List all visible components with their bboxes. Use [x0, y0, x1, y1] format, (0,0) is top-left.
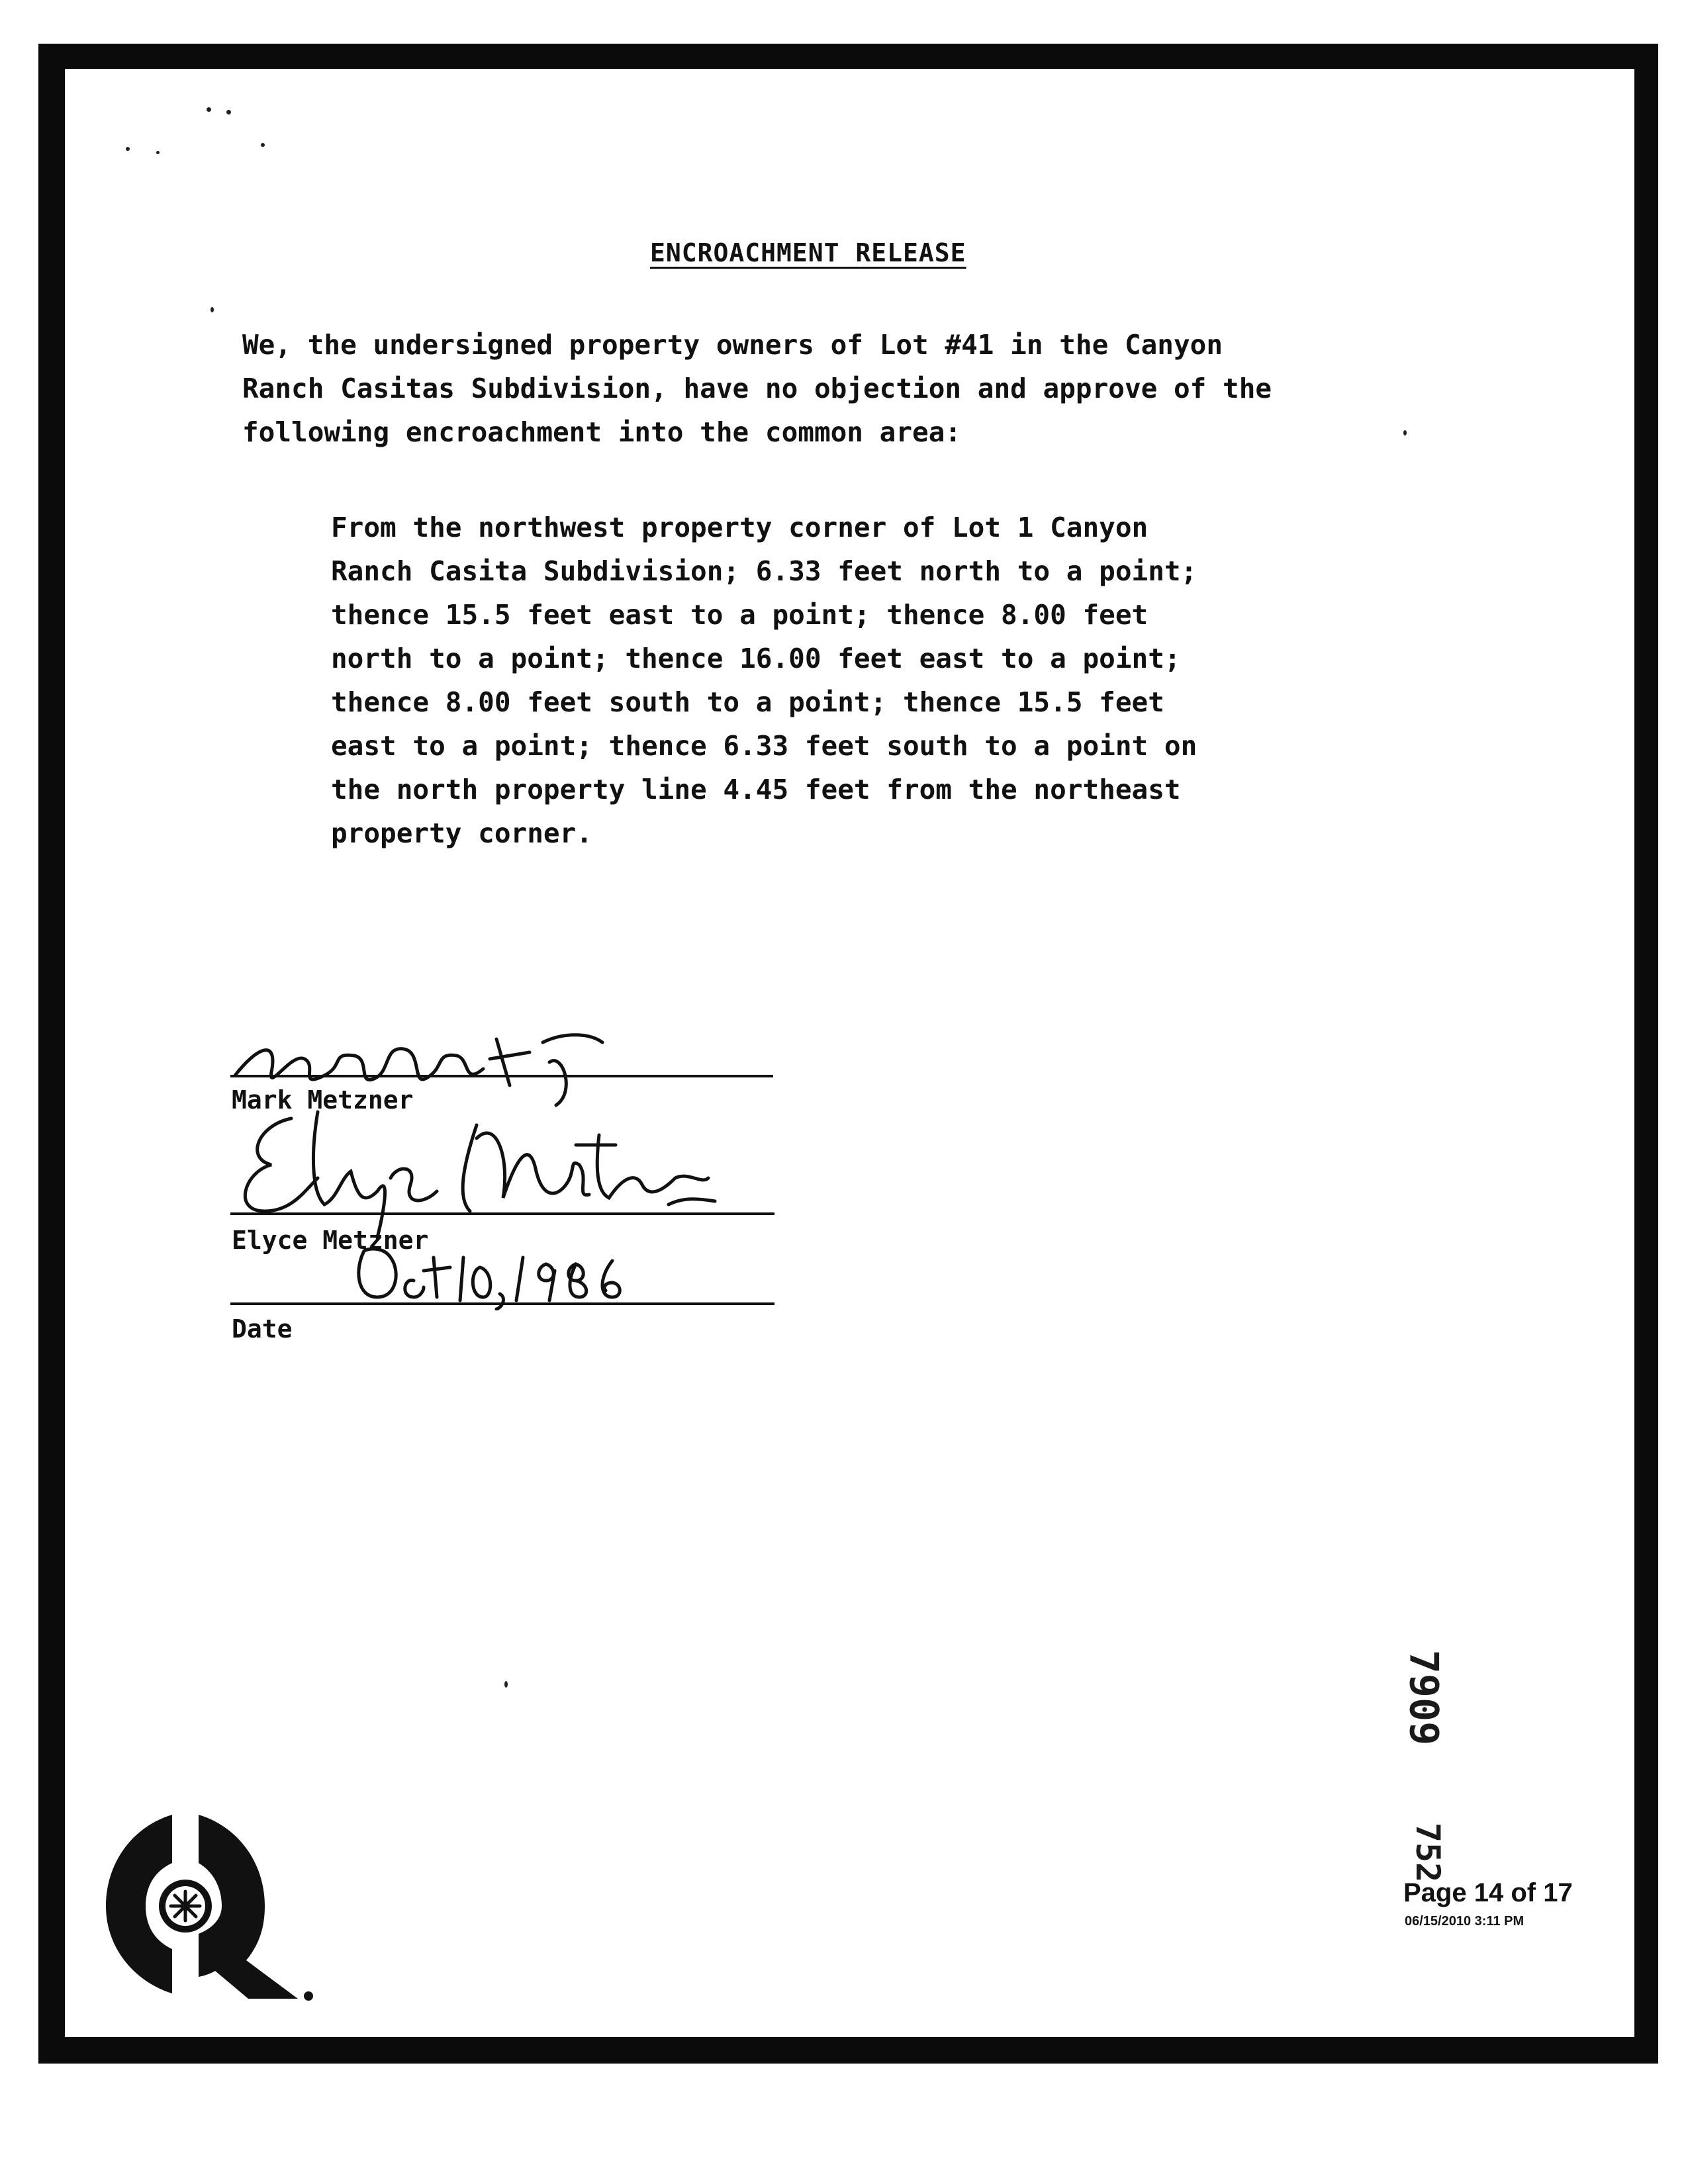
signature-line — [230, 1212, 774, 1215]
scan-speck — [226, 110, 231, 114]
date-line — [230, 1302, 774, 1305]
page-number: Page 14 of 17 — [1403, 1878, 1573, 1907]
description-line: east to a point; thence 6.33 feet south to a point on — [331, 730, 1197, 762]
intro-paragraph — [242, 323, 1421, 454]
intro-line: following encroachment into the common area: — [242, 416, 962, 448]
document-title: ENCROACHMENT RELEASE — [650, 238, 966, 267]
description-line: Ranch Casita Subdivision; 6.33 feet north to a point; — [331, 555, 1197, 587]
description-line: north to a point; thence 16.00 feet east to a point; — [331, 643, 1181, 674]
signature-line — [230, 1075, 773, 1077]
scan-speck — [126, 147, 130, 151]
scan-speck — [156, 151, 160, 154]
handwritten-date — [351, 1231, 662, 1310]
scan-speck — [504, 1681, 508, 1688]
intro-line: We, the undersigned property owners of Lot #41 in the Canyon — [242, 329, 1223, 361]
description-line: From the northwest property corner of Lot 1 Canyon — [331, 512, 1149, 543]
company-logo — [99, 1807, 318, 2005]
signer-name-label: Elyce Metzner — [232, 1226, 429, 1255]
signature-elyce-metzner — [218, 1099, 722, 1244]
legal-description — [331, 506, 1377, 855]
description-line: the north property line 4.45 feet from the northeast — [331, 774, 1181, 805]
scan-speck — [211, 307, 214, 312]
intro-line: Ranch Casitas Subdivision, have no objection and approve of the — [242, 373, 1272, 404]
signer-name-label: Mark Metzner — [232, 1085, 414, 1115]
description-line: property corner. — [331, 817, 592, 849]
description-line: thence 8.00 feet south to a point; thence 15.5 feet — [331, 686, 1164, 718]
scan-speck — [207, 107, 211, 112]
print-timestamp: 06/15/2010 3:11 PM — [1405, 1914, 1524, 1929]
recording-number-stamp-2: 752 — [1409, 1822, 1448, 1883]
scan-speck — [261, 143, 265, 147]
description-line: thence 15.5 feet east to a point; thence 8.00 feet — [331, 599, 1149, 631]
recording-number-stamp: 7909 — [1400, 1649, 1447, 1746]
date-label: Date — [232, 1314, 293, 1343]
